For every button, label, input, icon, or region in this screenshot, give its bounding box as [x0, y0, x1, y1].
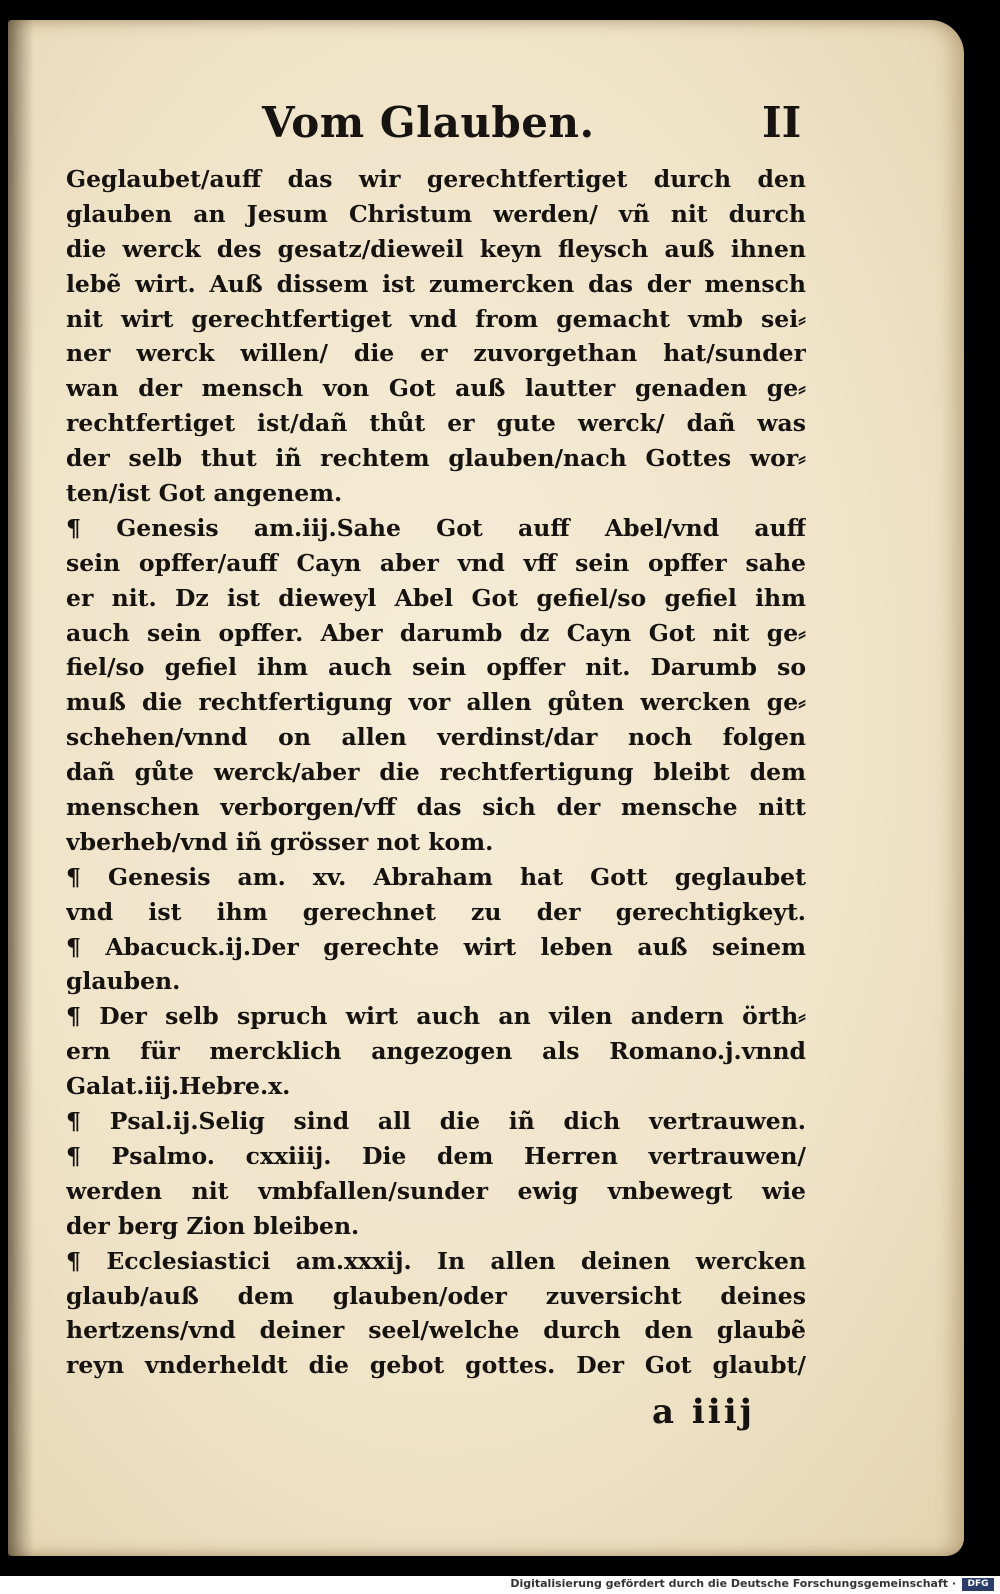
- text-line: ¶ Ecclesiastici am.xxxij. In allen deinen wercken: [66, 1246, 806, 1275]
- text-line: ¶ Abacuck.ij.Der gerechte wirt leben auß seinem: [66, 932, 806, 961]
- text-line: glauben an Jesum Christum werden/ vñ nit durch: [66, 199, 806, 228]
- text-line: Geglaubet/auff das wir gerechtfertiget durch den: [66, 165, 806, 193]
- text-line: muß die rechtfertigung vor allen gůten wercken ge⸗: [66, 688, 806, 717]
- digitization-footer: [0, 1576, 1000, 1594]
- text-line: hertzens/vnd deiner seel/welche durch den glaubẽ: [66, 1316, 806, 1345]
- text-line: auch sein opffer. Aber darumb dz Cayn Got nit ge⸗: [66, 618, 806, 647]
- text-line: Galat.iij.Hebre.x.: [66, 1072, 291, 1101]
- text-line: der selb thut iñ rechtem glauben/nach Gottes wor⸗: [66, 444, 806, 473]
- funding-credit: Digitalisierung gefördert durch die Deutsche Forschungsgemeinschaft ·: [510, 1577, 956, 1590]
- text-line: ern für mercklich angezogen als Romano.j.vnnd: [66, 1037, 806, 1066]
- text-line: ¶ Der selb spruch wirt auch an vilen andern örth⸗: [66, 1002, 806, 1031]
- text-line: der berg Zion bleiben.: [66, 1211, 360, 1240]
- text-line: sein opffer/auff Cayn aber vnd vff sein opffer sahe: [66, 548, 806, 577]
- text-line: glaub/auß dem glauben/oder zuversicht deines: [66, 1281, 806, 1310]
- text-line: die werck des gesatz/dieweil keyn fleysch auß ihnen: [66, 234, 806, 263]
- text-line: ¶ Psal.ij.Selig sind all die iñ dich vertrauwen.: [66, 1107, 806, 1136]
- text-line: reyn vnderheldt die gebot gottes. Der Got glaubt/: [66, 1351, 806, 1380]
- text-line: schehen/vnnd on allen verdinst/dar noch folgen: [66, 723, 806, 752]
- text-line: wan der mensch von Got auß lautter genaden ge⸗: [66, 374, 806, 403]
- text-line: ner werck willen/ die er zuvorgethan hat/sunder: [66, 339, 806, 368]
- text-line: er nit. Dz ist dieweyl Abel Got gefiel/so gefiel ihm: [66, 583, 806, 612]
- running-title: Vom Glauben.: [262, 98, 595, 147]
- text-line: glauben.: [66, 967, 181, 996]
- text-line: fiel/so gefiel ihm auch sein opffer nit. Darumb so: [66, 653, 806, 682]
- text-line: werden nit vmbfallen/sunder ewig vnbewegt wie: [66, 1176, 806, 1205]
- folio-number: II: [762, 98, 802, 147]
- page-gutter-shadow: [8, 20, 34, 1556]
- text-block: [66, 162, 806, 1383]
- text-line: vberheb/vnd iñ grösser not kom.: [66, 827, 494, 856]
- text-line: nit wirt gerechtfertiget vnd from gemacht vmb sei⸗: [66, 304, 806, 333]
- text-line: ten/ist Got angenem.: [66, 479, 343, 508]
- text-line: vnd ist ihm gerechnet zu der gerechtigkeyt.: [66, 897, 806, 926]
- text-line: lebẽ wirt. Auß dissem ist zumercken das der mensch: [66, 269, 806, 298]
- text-line: ¶ Psalmo. cxxiiij. Die dem Herren vertrauwen/: [66, 1141, 806, 1170]
- text-line: ¶ Genesis am. xv. Abraham hat Gott geglaubet: [66, 862, 806, 891]
- text-line: dañ gůte werck/aber die rechtfertigung bleibt dem: [66, 758, 806, 787]
- text-line: rechtfertiget ist/dañ thůt er gute werck/ dañ was: [66, 409, 806, 438]
- page-header: [0, 98, 1000, 158]
- text-line: menschen verborgen/vff das sich der mensche nitt: [66, 793, 806, 822]
- dfg-logo: DFG: [962, 1578, 994, 1591]
- text-line: ¶ Genesis am.iij.Sahe Got auff Abel/vnd auff: [66, 513, 806, 542]
- signature-mark: a iiij: [652, 1392, 755, 1432]
